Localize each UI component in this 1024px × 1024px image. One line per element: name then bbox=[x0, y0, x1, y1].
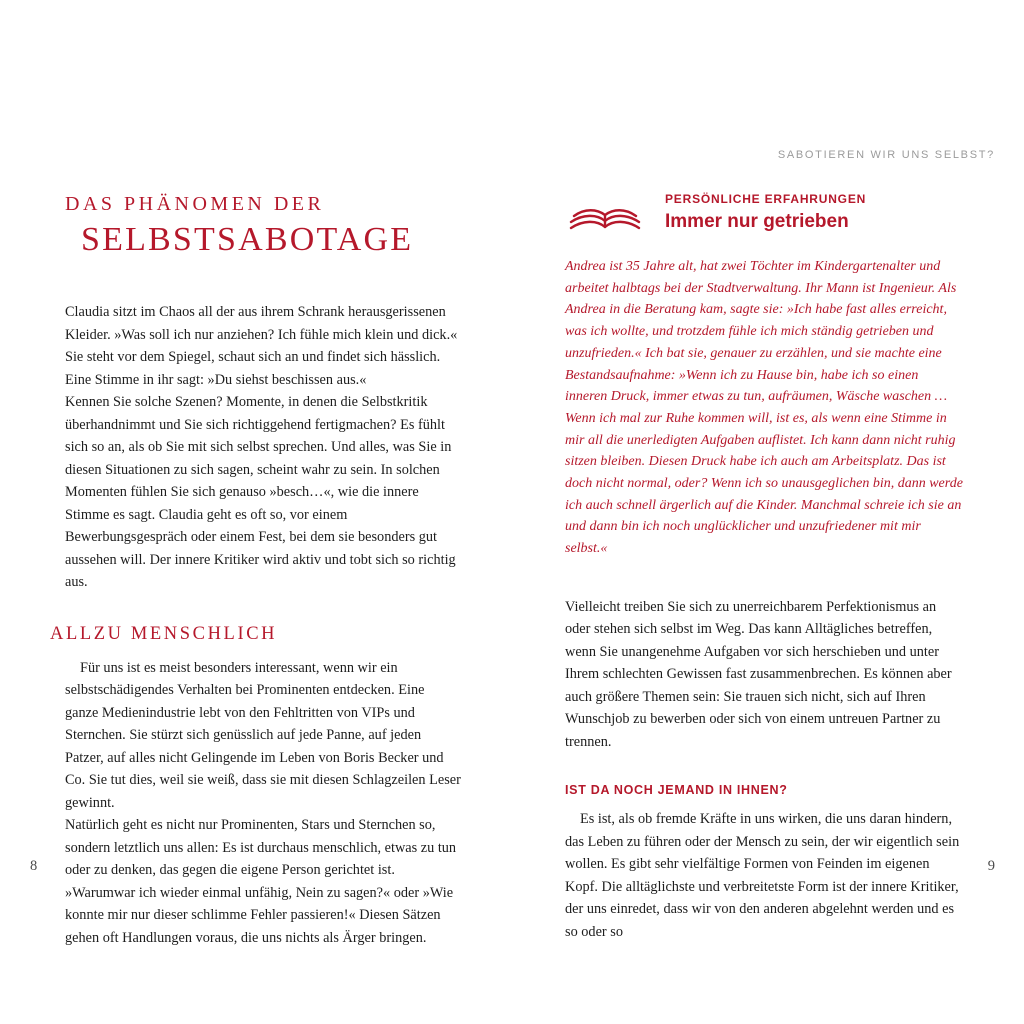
page-number-right: 9 bbox=[987, 858, 995, 874]
open-book-icon bbox=[565, 198, 645, 238]
chapter-title-kicker: DAS PHÄNOMEN DER bbox=[65, 193, 325, 215]
chapter-title: SELBSTSABOTAGE bbox=[81, 221, 414, 258]
running-header: SABOTIEREN WIR UNS SELBST? bbox=[777, 149, 995, 161]
page-number-left: 8 bbox=[30, 858, 38, 874]
section-heading: ALLZU MENSCHLICH bbox=[50, 623, 278, 644]
case-study-header bbox=[565, 192, 963, 238]
left-page-column bbox=[50, 192, 461, 949]
sub-heading: IST DA NOCH JEMAND IN IHNEN? bbox=[565, 783, 788, 798]
paragraph: Natürlich geht es nicht nur Prominenten, Stars und Sternchen so, sondern letztlich uns allen: Es ist durchaus menschlich, etwas zu tun oder zu denken, das gegen die eigene Person gerichtet ist. »Warumwar ich wieder einmal unfähig, Nein zu sagen?« oder »Wie konnte mir nur dieser schlimme Fehler passieren!« Diesen Sätzen gehen oft Handlungen voraus, die uns nichts als Ärger bringen. bbox=[65, 817, 457, 946]
case-quote: Andrea ist 35 Jahre alt, hat zwei Töchter im Kindergartenalter und arbeitet halbtags bei der Stadtverwaltung. Ihr Mann ist Ingenieur. Als Andrea in die Beratung kam, sagte sie: »Ich habe fast alles erreicht, was ich wollte, und trotzdem fühle ich mich ständig getrieben und unzufrieden.« Ich bat sie, genauer zu erzählen, und sie machte eine Bestandsaufnahme: »Wenn ich zu Hause bin, habe ich so einen inneren Druck, immer etwas zu tun, aufräumen, Wäsche waschen …Wenn ich mal zur Ruhe kommen will, ist es, als wenn eine Stimme in mir all die unerledigten Aufgaben auflistet. Ich kann dann nicht ruhig sitzen bleiben. Diesen Druck habe ich auch am Arbeitsplatz. Das ist doch nicht normal, oder? Wenn ich so unausgeglichen bin, dann werde ich auch schnell ärgerlich auf die Kinder. Manchmal schreie ich sie an und dann bin ich noch unglücklicher und unzufriedener mit mir selbst.« bbox=[565, 259, 963, 557]
section-body bbox=[65, 657, 461, 950]
case-kicker: PERSÖNLICHE ERFAHRUNGEN bbox=[665, 192, 867, 206]
paragraph: Vielleicht treiben Sie sich zu unerreichbarem Perfektionismus an oder stehen sich selbst im Weg. Das kann Alltägliches betreffen, wenn Sie unangenehme Aufgaben vor sich herschieben und unter Ihrem schlechten Gewissen fast zusammenbrechen. Es können aber auch größere Themen sein: Sie trauen sich nicht, sich auf Ihren Wunschjob zu bewerben oder sich von einem untreuen Partner zu trennen. bbox=[565, 598, 952, 750]
right-page-column bbox=[565, 192, 963, 943]
paragraph: Claudia sitzt im Chaos all der aus ihrem Schrank herausgerissenen Kleider. »Was soll ich nur anziehen? Ich fühle mich klein und dick.« Sie steht vor dem Spiegel, schaut sich an und findet sich hässlich. Eine Stimme in ihr sagt: »Du siehst beschissen aus.« bbox=[65, 304, 458, 388]
paragraph: Kennen Sie solche Szenen? Momente, in denen die Selbstkritik überhandnimmt und Sie sich richtiggehend fertigmachen? Es fühlt sich so an, als ob Sie mit sich selbst sprechen. Und alles, was Sie in diesen Situationen zu sich sagen, scheint wahr zu sein. In solchen Momenten fühlen Sie sich genauso »besch…«, wie die innere Stimme es sagt. Claudia geht es oft so, vor einem Bewerbungsgespräch oder einem Fest, bei dem sie besonders gut aussehen will. Der innere Kritiker wird aktiv und tobt sich so richtig aus. bbox=[65, 394, 456, 591]
paragraph: Für uns ist es meist besonders interessant, wenn wir ein selbstschädigendes Verhalten bei Prominenten entdecken. Eine ganze Medienindustrie lebt von den Fehltritten von VIPs und Sternchen. Sie stürzt sich genüsslich auf jede Panne, auf jeden Patzer, auf alles nicht Gelingende im Leben von Boris Becker und Co. Sie tut dies, weil sie weiß, dass sie mit diesen Schlagzeilen Leser gewinnt. bbox=[65, 659, 461, 811]
intro-block bbox=[65, 301, 461, 594]
case-title: Immer nur getrieben bbox=[665, 211, 849, 232]
paragraph: Es ist, als ob fremde Kräfte in uns wirken, die uns daran hindern, das Leben zu führen oder der Mensch zu sein, der wir eigentlich sein wollen. Es gibt sehr vielfältige Formen von Feinden im eigenen Kopf. Die alltäglichste und verbreitetste Form ist der innere Kritiker, der uns einredet, dass wir von den anderen abgelehnt werden und es so oder so bbox=[565, 811, 960, 940]
case-header-text bbox=[665, 192, 866, 233]
